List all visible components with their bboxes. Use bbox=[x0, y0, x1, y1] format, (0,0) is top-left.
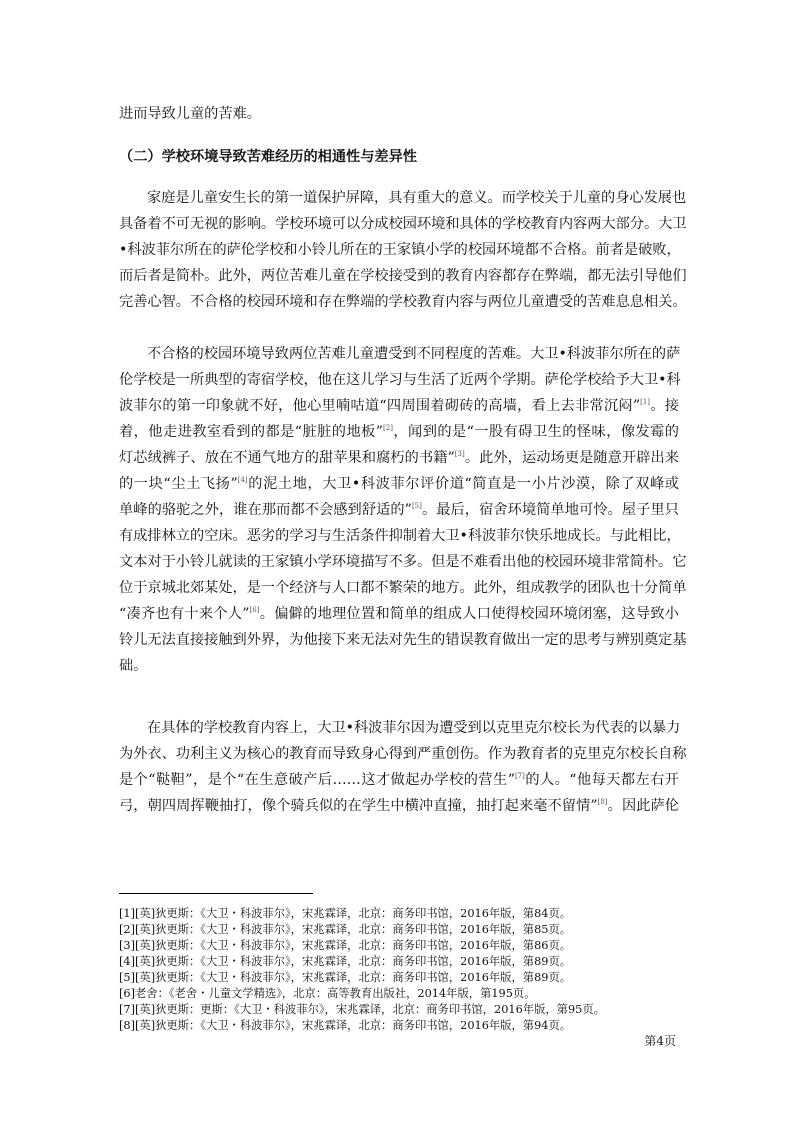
footnote-ref[interactable]: [8] bbox=[597, 798, 608, 806]
paragraph-line: 灯芯绒裤子、放在不通气地方的甜苹果和腐朽的书籍”[3]。此外，运动场更是随意开辟出来 bbox=[119, 450, 679, 466]
paragraph-line: 的一块“尘土飞扬”[4]的泥土地，大卫•科波菲尔评价道“简直是一小片沙漠，除了双峰或 bbox=[119, 476, 679, 492]
footnote: [4][英]狄更斯：《大卫・科波菲尔》，宋兆霖译，北京：商务印书馆，2016年版，第89页。 bbox=[119, 955, 572, 968]
paragraph-line: 铃儿无法直接接触到外界，为他接下来无法对先生的错误教育做出一定的思考与辨别奠定基 bbox=[119, 632, 687, 648]
intro-line: 进而导致儿童的苦难。 bbox=[119, 106, 261, 122]
paragraph-line: 具备着不可无视的影响。学校环境可以分成校园环境和具体的学校教育内容两大部分。大卫 bbox=[119, 216, 687, 232]
paragraph-line: 是个“鞑靼”，是个“在生意破产后……这才做起办学校的营生”[7]的人。“他每天都左右开 bbox=[119, 772, 679, 788]
footnote: [3][英]狄更斯：《大卫・科波菲尔》，宋兆霖译，北京：商务印书馆，2016年版，第86页。 bbox=[119, 939, 572, 952]
paragraph-line: •科波菲尔所在的萨伦学校和小铃儿所在的王家镇小学的校园环境都不合格。前者是破败， bbox=[119, 242, 681, 258]
footnote-ref[interactable]: [2] bbox=[383, 424, 393, 432]
paragraph-line: “凑齐也有十来个人”[6]。偏僻的地理位置和简单的组成人口使得校园环境闭塞，这导致小 bbox=[119, 606, 679, 622]
paragraph-line: 伦学校是一所典型的寄宿学校，他在这儿学习与生活了近两个学期。萨伦学校给予大卫•科 bbox=[119, 372, 681, 388]
paragraph-line: 位于京城北郊某处，是一个经济与人口都不繁荣的地方。此外，组成教学的团队也十分简单 bbox=[119, 580, 687, 596]
paragraph-line: 文本对于小铃儿就读的王家镇小学环境描写不多。但是不难看出他的校园环境非常简朴。它 bbox=[119, 554, 687, 570]
paragraph-line: 在具体的学校教育内容上，大卫•科波菲尔因为遭受到以克里克尔校长为代表的以暴力 bbox=[147, 720, 681, 736]
footnote-ref[interactable]: [1] bbox=[640, 398, 651, 406]
footnote: [5][英]狄更斯：《大卫・科波菲尔》，宋兆霖译，北京：商务印书馆，2016年版，第89页。 bbox=[119, 971, 572, 984]
footnote-ref[interactable]: [5] bbox=[411, 502, 422, 510]
footnote-ref[interactable]: [4] bbox=[237, 476, 248, 484]
paragraph-line: 单峰的骆驼之外，谁在那而都不会感到舒适的”[5]。最后，宿舍环境简单地可怜。屋子里只 bbox=[119, 502, 679, 518]
paragraph-line: 础。 bbox=[119, 658, 148, 674]
paragraph-line: 而后者是简朴。此外，两位苦难儿童在学校接受到的教育内容都存在弊端，都无法引导他们 bbox=[119, 268, 687, 284]
footnote-ref[interactable]: [3] bbox=[454, 450, 465, 458]
footnote-ref[interactable]: [7] bbox=[514, 772, 525, 780]
footnote: [2][英]狄更斯：《大卫・科波菲尔》，宋兆霖译，北京：商务印书馆，2016年版，第85页。 bbox=[119, 923, 572, 936]
footnote-ref[interactable]: [6] bbox=[249, 606, 260, 614]
paragraph-line: 完善心智。不合格的校园环境和存在弊端的学校教育内容与两位儿童遭受的苦难息息相关。 bbox=[119, 294, 687, 310]
paragraph-line: 为外衣、功利主义为核心的教育而导致身心得到严重创伤。作为教育者的克里克尔校长自称 bbox=[119, 746, 687, 762]
footnote: [6]老舍：《老舍・儿童文学精选》，北京：高等教育出版社，2014年版，第195页。 bbox=[119, 987, 536, 1000]
footnote: [7][英]狄更斯：更斯：《大卫・科波菲尔》，宋兆霖译，北京：商务印书馆，2016年版，第95页。 bbox=[119, 1003, 605, 1016]
section-heading: （二）学校环境导致苦难经历的相通性与差异性 bbox=[119, 149, 417, 165]
footnote: [1][英]狄更斯：《大卫・科波菲尔》，宋兆霖译，北京：商务印书馆，2016年版，第84页。 bbox=[119, 907, 572, 920]
paragraph-line: 不合格的校园环境导致两位苦难儿童遭受到不同程度的苦难。大卫•科波菲尔所在的萨 bbox=[147, 346, 681, 362]
footnote: [8][英]狄更斯：《大卫・科波菲尔》，宋兆霖译，北京：商务印书馆，2016年版，第94页。 bbox=[119, 1019, 572, 1032]
paragraph-line: 波菲尔的第一印象就不好，他心里喃咕道“四周围着砌砖的高墙，看上去非常沉闷”[1]。接 bbox=[119, 398, 679, 414]
paragraph-line: 家庭是儿童安生长的第一道保护屏障，具有重大的意义。而学校关于儿童的身心发展也 bbox=[147, 190, 687, 206]
paragraph-line: 着，他走进教室看到的都是“脏脏的地板”[2]，闻到的是“一股有碍卫生的怪味，像发霉的 bbox=[119, 424, 679, 440]
paragraph-line: 有成排林立的空床。恶劣的学习与生活条件抑制着大卫•科波菲尔快乐地成长。与此相比， bbox=[119, 528, 681, 544]
page-number: 第4页 bbox=[644, 1034, 676, 1048]
paragraph-line: 弓，朝四周挥鞭抽打，像个骑兵似的在学生中横冲直撞，抽打起来毫不留情”[8]。因此萨伦 bbox=[119, 798, 679, 814]
footnote-divider bbox=[119, 893, 313, 894]
